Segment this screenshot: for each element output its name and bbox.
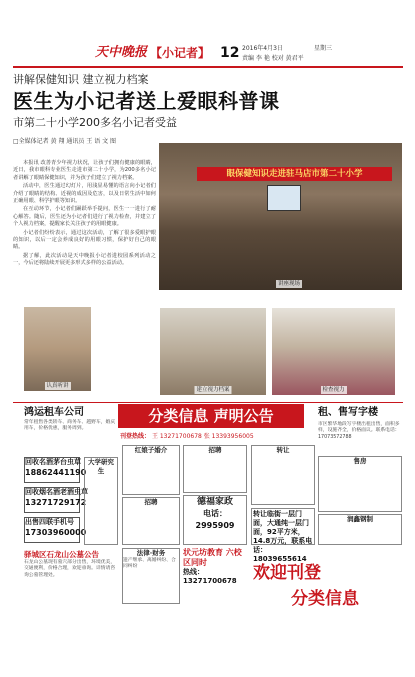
cemetery-notice-title: 驿城区石龙山公墓公告 bbox=[24, 550, 99, 559]
classified-column-ad bbox=[251, 445, 315, 505]
article-paragraph: 活动中，医生通过幻灯片，用浅显易懂的语言向小记者们介绍了眼睛的结构、近视的成因及危害，以及日常生活中如何正确用眼、科学护眼等知识。 bbox=[13, 183, 156, 205]
article-kicker: 讲解保健知识 建立视力档案 bbox=[13, 73, 149, 86]
welcome-line-2: 分类信息 bbox=[291, 589, 359, 609]
photo-vision-records bbox=[160, 308, 266, 395]
article-paragraph: 据了解，此次活动是天中晚报小记者进校园系列活动之一，今后还将陆续开展更多形式多样的公益活动。 bbox=[13, 252, 156, 267]
photo-student-listening bbox=[24, 307, 91, 391]
masthead-divider bbox=[13, 66, 403, 68]
photo-caption: 建立视力档案 bbox=[196, 387, 230, 393]
cemetery-notice-body: 石龙山公墓现有墓穴部分出售，环境优美，交通便利，价格合理，欢迎垂询。详情请咨询公墓管理处。 bbox=[24, 560, 116, 578]
sale-ad-title: 出售四联手机号 bbox=[25, 518, 74, 526]
recycle-ad-1 bbox=[24, 457, 87, 483]
recycle-ad-title: 回收烟名酒老酒虫草 bbox=[25, 488, 88, 496]
classified-column-ad bbox=[183, 445, 247, 493]
welcome-line-1: 欢迎刊登 bbox=[253, 563, 321, 583]
recycle-ad-2 bbox=[24, 487, 88, 513]
phone-number-sale-ad bbox=[24, 517, 87, 543]
page-number: 12 bbox=[220, 45, 240, 61]
section-title: 【小记者】 bbox=[150, 46, 211, 60]
classified-column-ad bbox=[318, 514, 402, 545]
article-paragraph: 本报讯 改善青少年视力状况，让孩子们拥有健康的眼睛，近日，我市眼科专业医生走进市第二十小学，为200多名小记者讲解了眼睛保健知识，并为孩子们建立了视力档案。 bbox=[13, 160, 156, 181]
legal-services-ad bbox=[122, 548, 180, 604]
ad-title: 红娘子婚介 bbox=[134, 446, 168, 454]
legal-services-body: 遗产继承、离婚纠纷、合同纠纷 bbox=[123, 558, 176, 570]
ad-title: 转让 bbox=[276, 446, 290, 454]
photo-banner: 眼保健知识走进驻马店市第二十小学 bbox=[197, 167, 392, 181]
ad-title: 大学研究生 bbox=[88, 458, 114, 475]
hotline-label: 刊登热线： bbox=[120, 433, 151, 440]
editor-line: 责编 李 艳 校对 黄君平 bbox=[242, 55, 304, 62]
education-ad-phone: 热线：13271700678 bbox=[183, 568, 237, 585]
ad-title: 招聘 bbox=[208, 446, 222, 454]
article-paragraph: 在互动环节，小记者们踊跃举手提问，医生一一进行了耐心解答。随后，医生还为小记者们进行了视力检查，并建立了个人视力档案，提醒家长关注孩子的用眼健康。 bbox=[13, 206, 156, 228]
recycle-ad-title: 回收名酒茅台虫草 bbox=[25, 458, 81, 466]
housekeeping-ad bbox=[183, 495, 247, 545]
recycle-ad-phone: 18862441190 bbox=[25, 468, 87, 477]
classified-column-ad bbox=[122, 497, 180, 545]
article-headline: 医生为小记者送上爱眼科普课 bbox=[13, 89, 280, 113]
classified-column-ad bbox=[84, 457, 118, 545]
issue-weekday: 星期三 bbox=[314, 45, 333, 52]
cemetery-notice bbox=[24, 550, 116, 622]
storefront-sale-text: 转让临街一层门面，大通纯一层门面，92平方米，14.8万元，联系电话：18039655614 bbox=[253, 510, 313, 563]
photo-caption: 认真听讲 bbox=[46, 383, 69, 389]
photo-caption: 讲座现场 bbox=[277, 281, 300, 287]
housekeeping-phone: 电话：2995909 bbox=[195, 509, 235, 530]
ad-title: 德福家政 bbox=[196, 497, 233, 507]
ad-title: 润鑫钢制 bbox=[347, 515, 373, 523]
ad-title: 招聘 bbox=[144, 498, 158, 506]
sale-ad-phone: 17303960000 bbox=[25, 528, 87, 537]
car-rental-title: 鸿运租车公司 bbox=[24, 407, 84, 418]
classified-heading: 分类信息 声明公告 bbox=[118, 404, 304, 428]
education-ad-title: 状元坊教育 六校区同时 bbox=[183, 548, 242, 567]
ad-title: 售房 bbox=[353, 457, 367, 465]
recycle-ad-phone: 13271729172 bbox=[25, 498, 87, 507]
photo-caption: 检查视力 bbox=[322, 387, 345, 393]
photo-eye-exam bbox=[272, 308, 395, 395]
rent-ad-title: 租、售写字楼 bbox=[318, 407, 378, 418]
article-paragraph: 小记者们纷纷表示，通过这次活动，了解了很多爱眼护眼的知识，以后一定会养成良好的用眼习惯，保护好自己的眼睛。 bbox=[13, 229, 156, 251]
education-ad bbox=[183, 548, 247, 604]
hotline-numbers: 王 13271700678 张 13393956005 bbox=[151, 433, 254, 440]
classified-divider bbox=[13, 402, 403, 403]
storefront-sale-ad bbox=[251, 508, 315, 563]
rent-ad-body: 市区繁华地段写字楼出租出售，面积多样，设施齐全，价格面议。联系电话：17073572788 bbox=[318, 422, 400, 440]
newspaper-logo: 天中晚报 bbox=[95, 45, 148, 60]
issue-date: 2016年4月3日 bbox=[242, 45, 283, 52]
ad-title: 法律·财务 bbox=[136, 549, 166, 557]
projector-screen bbox=[267, 185, 301, 211]
article-subhead: 市第二十小学200多名小记者受益 bbox=[13, 116, 177, 129]
classified-column-ad bbox=[318, 456, 402, 512]
main-photo-lecture bbox=[159, 143, 402, 290]
article-byline: □全媒体记者 黄 翔 通讯员 王 语 文 图 bbox=[13, 138, 117, 145]
classified-column-ad bbox=[122, 445, 180, 495]
car-rental-body: 常年租售各类轿车、商务车、越野车，婚庆用车，价格优惠，服务周到。 bbox=[24, 420, 116, 432]
hotline-line bbox=[120, 432, 306, 442]
welcome-advertise-banner bbox=[251, 560, 403, 630]
